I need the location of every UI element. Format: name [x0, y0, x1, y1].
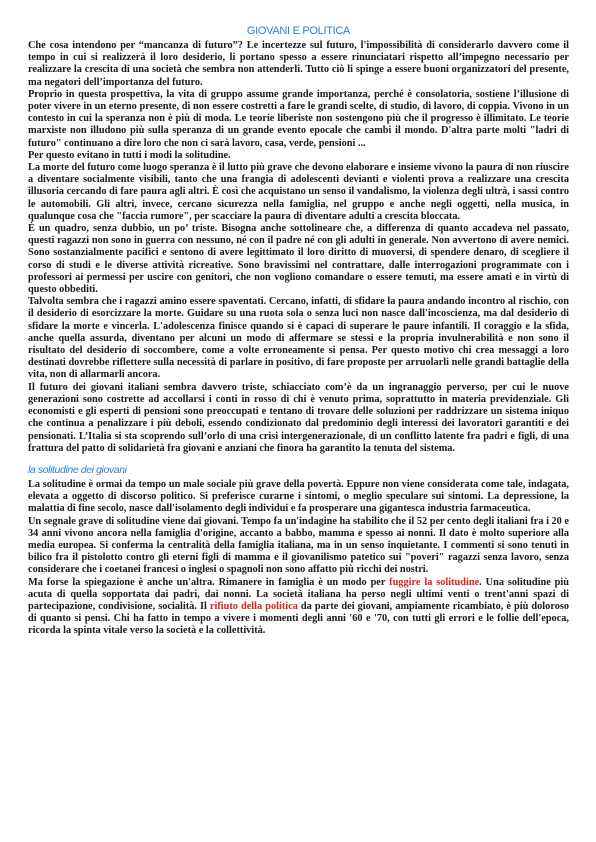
- paragraph-2: Proprio in questa prospettiva, la vita di gruppo assume grande importanza, perché è consolatoria, sostiene l’illusione di poter vivere in un eterno presente, di non essere costretti a fare le grandi scelte, di studio, di lavoro, di coppia. Vivono in un contesto in cui la speranza non è più di moda. Le teorie liberiste non sostengono più che il progresso è illimitato. Le teorie marxiste non illudono più sulla speranza di un grande evento epocale che cambi il mondo. D'altra parte molti "ladri di futuro" continuano a dire loro che non ci sarà lavoro, casa, verde, pensioni ...: [28, 88, 569, 149]
- document-page: [28, 24, 569, 638]
- paragraph-4: La morte del futuro come luogo speranza è il lutto più grave che devono elaborare e insieme vivono la paura di non riuscire a diventare socialmente visibili, tanto che una frangia di adolescenti devianti e violenti prova a realizzare una crescita illusoria cercando di fare paura agli altri. È così che acquistano un senso il vandalismo, la violenza degli ultrà, i sassi contro le automobili. Gli altri, invece, cercano sicurezza nella famiglia, nel gruppo e anche negli oggetti, nella musica, in qualunque cosa che "faccia rumore", per scacciare la paura di diventare adulti a crescita bloccata.: [28, 162, 569, 222]
- section-subtitle: la solitudine dei giovani: [28, 463, 127, 476]
- paragraph-10-part-1: Ma forse la spiegazione è anche un'altra. Rimanere in famiglia è un modo per: [28, 576, 390, 588]
- highlight-rifiuto-della-politica: rifiuto della politica: [209, 600, 298, 612]
- highlight-fuggire-la-solitudine: fuggire la solitudine: [389, 576, 480, 588]
- paragraph-8: La solitudine è ormai da tempo un male sociale più grave della povertà. Eppure non viene considerata come tale, indagata, elevata a oggetto di discorso politico. Si preferisce curarne i sintomi, o meglio speculare sui sintomi. La depressione, la malattia di fine secolo, nasce dall'isolamento degli individui e fa prosperare una gigantesca industria farmaceutica.: [28, 478, 569, 515]
- paragraph-10-part-3: da parte dei giovani, ampiamente ricambiato, è più doloroso di quanto si pensi. Chi ha fatto in tempo a vivere i momenti degli anni '60 e '70, con tutti gli errori e le follie dell'epoca, ricorda la spinta vitale verso la società e la collettività.: [28, 600, 570, 637]
- paragraph-10-part-2: . Una solitudine più acuta di quella sopportata dai padri, dai nonni. La società italiana ha perso negli ultimi venti o trent'anni spazi di partecipazione, condivisione, socialità. Il: [28, 576, 570, 612]
- paragraph-3: Per questo evitano in tutti i modi la solitudine.: [28, 149, 231, 161]
- page-title: GIOVANI E POLITICA: [246, 25, 351, 37]
- paragraph-9: Un segnale grave di solitudine viene dai giovani. Tempo fa un'indagine ha stabilito che il 52 per cento degli italiani fra i 20 e 34 anni vivono ancora nella famiglia d'origine, accanto a babbo, mamma e spesso ai nonni. Il dato è molto superiore alla media europea. Si conferma la centralità della famiglia italiana, ma in un senso inquietante. I commenti si sono tenuti in bilico fra il pistolotto contro gli eterni figli di mamma e il giovanilismo patetico sui "poveri" ragazzi senza lavoro, senza considerare che i coetanei francesi o inglesi o spagnoli non sono affatto più ricchi dei nostri.: [28, 515, 569, 576]
- paragraph-6: Talvolta sembra che i ragazzi amino essere spaventati. Cercano, infatti, di sfidare la paura andando incontro al rischio, con il desiderio di esorcizzare la morte. Guidare su una ruota sola o senza luci non nasce dall'incoscienza, ma dal desiderio di sfidare la morte e vincerla. L'adolescenza finisce quando si è capaci di superare le paure infantili. Il coraggio e la sfida, anche quella assurda, diventano per alcuni un modo di affermare se stessi e la propria invulnerabilità e non sono il risultato del desiderio di soccombere, come a volte erroneamente si pensa. Per questo motivo chi crea messaggi a loro destinati dovrebbe riflettere sulla necessità di parlare in positivo, di fare proposte per arruolarli nelle grandi battaglie della vita, non di allarmarli ancora.: [28, 296, 569, 381]
- paragraph-1: Che cosa intendono per “mancanza di futuro”? Le incertezze sul futuro, l'impossibilità di considerarlo davvero come il tempo in cui si realizzerà il loro desiderio, li portano spesso a essere rinunciatari rispetto all’impegno necessario per realizzare la crescita di una società che sembra non attenderli. Tutto ciò li spinge a essere buoni organizzatori del presente, ma negatori dell’importanza del futuro.: [28, 40, 569, 88]
- paragraph-5: È un quadro, senza dubbio, un po’ triste. Bisogna anche sottolineare che, a differenza di quanto accadeva nel passato, questi ragazzi non sono in guerra con nessuno, né con il padre né con gli adulti in generale. Non avvertono di avere nemici. Sono sostanzialmente pacifici e sentono di avere legittimato il loro diritto di muoversi, di spendere denaro, di scegliere il corso di studi e le diverse attività ricreative. Sono bravissimi nel contrattare, dalle interrogazioni programmate con i professori ai permessi per uscire con genitori, che non vogliono comandare o essere temuti, ma essere amati e in virtù di questo obbediti.: [28, 223, 569, 296]
- paragraph-10: [28, 577, 569, 638]
- paragraph-7: Il futuro dei giovani italiani sembra davvero triste, schiacciato com’è da un ingranaggio perverso, per cui le nuove generazioni sono costrette ad accollarsi i conti in rosso di chi è venuto prima, soprattutto in materia previdenziale. Gli economisti e gli esperti di pensioni sono preoccupati e tentano di trovare delle soluzioni per raddrizzare un sistema iniquo che continua a penalizzare i più deboli, essendo condizionato dal predominio degli interessi dei lavoratori garantiti e dei pensionati. L’Italia si sta scoprendo sull’orlo di una crisi intergenerazionale, di un conflitto latente fra padri e figli, di una frattura del patto di solidarietà fra giovani e anziani che finora ha garantito la tenuta del sistema.: [28, 381, 569, 454]
